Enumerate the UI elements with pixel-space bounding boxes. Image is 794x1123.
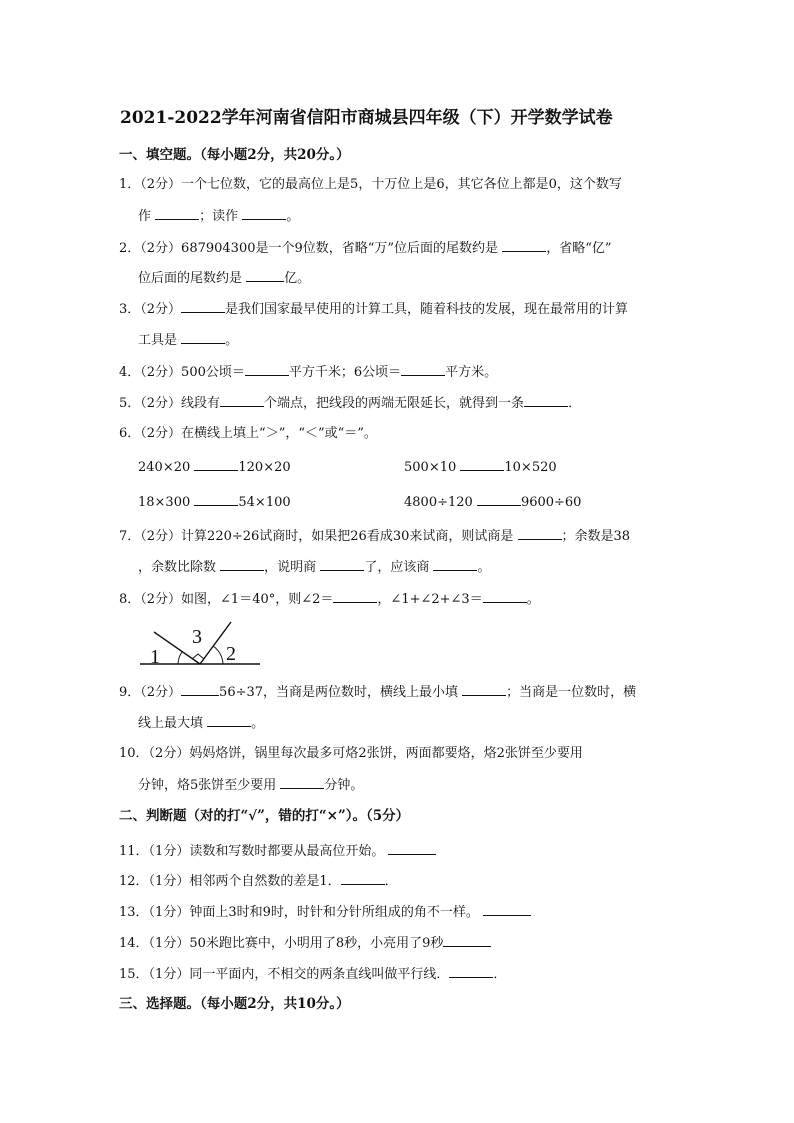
angle-arc-1	[178, 652, 182, 664]
answer-blank	[333, 590, 377, 603]
answer-blank	[207, 714, 251, 727]
answer-blank	[181, 331, 225, 344]
page-title: 2021-2022学年河南省信阳市商城县四年级（下）开学数学试卷	[120, 108, 613, 128]
question-6-row-1-right: 500×10 10×520	[404, 460, 557, 475]
answer-blank	[483, 590, 527, 603]
answer-blank	[155, 207, 199, 220]
section-1-heading: 一、填空题。（每小题2分，共20分。）	[119, 147, 350, 163]
answer-blank	[462, 683, 506, 696]
answer-blank	[181, 300, 225, 313]
question-3-line-1: 3．（2分） 是我们国家最早使用的计算工具，随着科技的发展，现在最常用的计算	[119, 302, 629, 317]
answer-blank	[194, 493, 238, 506]
answer-blank	[194, 458, 238, 471]
answer-blank	[388, 842, 436, 855]
answer-blank	[220, 558, 264, 571]
right-angle-mark	[192, 654, 204, 659]
question-7-line-1: 7．（2分）计算220÷26试商时，如果把26看成30来试商，则试商是 ；余数是38	[119, 529, 631, 544]
angle-label-1: 1	[150, 646, 160, 668]
section-2-heading: 二、判断题（对的打“√”，错的打“×”）。（5分）	[119, 808, 410, 824]
angle-figure	[138, 618, 263, 670]
angle-label-3: 3	[192, 626, 202, 648]
question-6-row-2-right: 4800÷120 9600÷60	[404, 495, 582, 510]
answer-blank	[220, 394, 264, 407]
question-6-row-1-left: 240×20 120×20	[138, 460, 291, 475]
answer-blank	[502, 239, 546, 252]
question-13: 13．（1分）钟面上3时和9时，时针和分针所组成的角不一样。	[119, 903, 531, 922]
question-9-line-1: 9．（2分） 56÷37，当商是两位数时，横线上最小填 ；当商是一位数时，横	[119, 685, 637, 700]
question-8: 8．（2分）如图，∠1＝40°，则∠2＝ ，∠1+∠2+∠3＝ 。	[119, 592, 540, 607]
question-11: 11．（1分）读数和写数时都要从最高位开始。	[119, 842, 436, 861]
answer-blank	[433, 558, 477, 571]
question-4: 4．（2分）500公顷＝ 平方千米；6公顷＝ 平方米。	[119, 365, 498, 380]
answer-blank	[460, 458, 504, 471]
answer-blank	[246, 269, 284, 282]
question-12: 12．（1分）相邻两个自然数的差是1． ．	[119, 874, 398, 889]
angle-label-2: 2	[226, 643, 236, 665]
question-3-line-2: 工具是 。	[138, 333, 239, 348]
answer-blank	[320, 558, 364, 571]
question-1-line-1: 1．（2分）一个七位数，它的最高位上是5，十万位上是6，其它各位上都是0，这个数写	[119, 177, 622, 192]
answer-blank	[245, 363, 289, 376]
section-3-heading: 三、选择题。（每小题2分，共10分。）	[119, 996, 350, 1012]
question-10-line-2: 分钟，烙5张饼至少要用 分钟。	[138, 778, 364, 793]
answer-blank	[524, 394, 568, 407]
angle-arc-2	[213, 646, 223, 664]
answer-blank	[518, 527, 562, 540]
question-6: 6．（2分）在横线上填上“＞”，“＜”或“＝”。	[119, 426, 377, 441]
question-6-row-2-left: 18×300 54×100	[138, 495, 291, 510]
question-7-line-2: ，余数比除数 ，说明商 了，应该商 。	[138, 560, 491, 575]
answer-blank	[477, 493, 521, 506]
answer-blank	[443, 934, 491, 947]
answer-blank	[181, 683, 219, 696]
answer-blank	[242, 207, 286, 220]
question-2-line-2: 位后面的尾数约是 亿。	[138, 271, 311, 286]
question-9-line-2: 线上最大填 。	[138, 716, 265, 731]
answer-blank	[280, 776, 324, 789]
question-14: 14．（1分）50米跑比赛中，小明用了8秒，小亮用了9秒	[119, 934, 491, 953]
answer-blank	[401, 363, 445, 376]
question-2-line-1: 2．（2分）687904300是一个9位数，省略“万”位后面的尾数约是 ，省略“亿”	[119, 241, 612, 256]
question-15: 15．（1分）同一平面内，不相交的两条直线叫做平行线． ．	[119, 967, 507, 982]
question-1-line-2: 作 ；读作 。	[138, 209, 300, 224]
question-5: 5．（2分）线段有 个端点，把线段的两端无限延长，就得到一条 ．	[119, 396, 582, 411]
answer-blank	[483, 903, 531, 916]
question-10-line-1: 10．（2分）妈妈烙饼，锅里每次最多可烙2张饼，两面都要烙，烙2张饼至少要用	[119, 746, 583, 761]
answer-blank	[341, 872, 385, 885]
answer-blank	[449, 965, 493, 978]
